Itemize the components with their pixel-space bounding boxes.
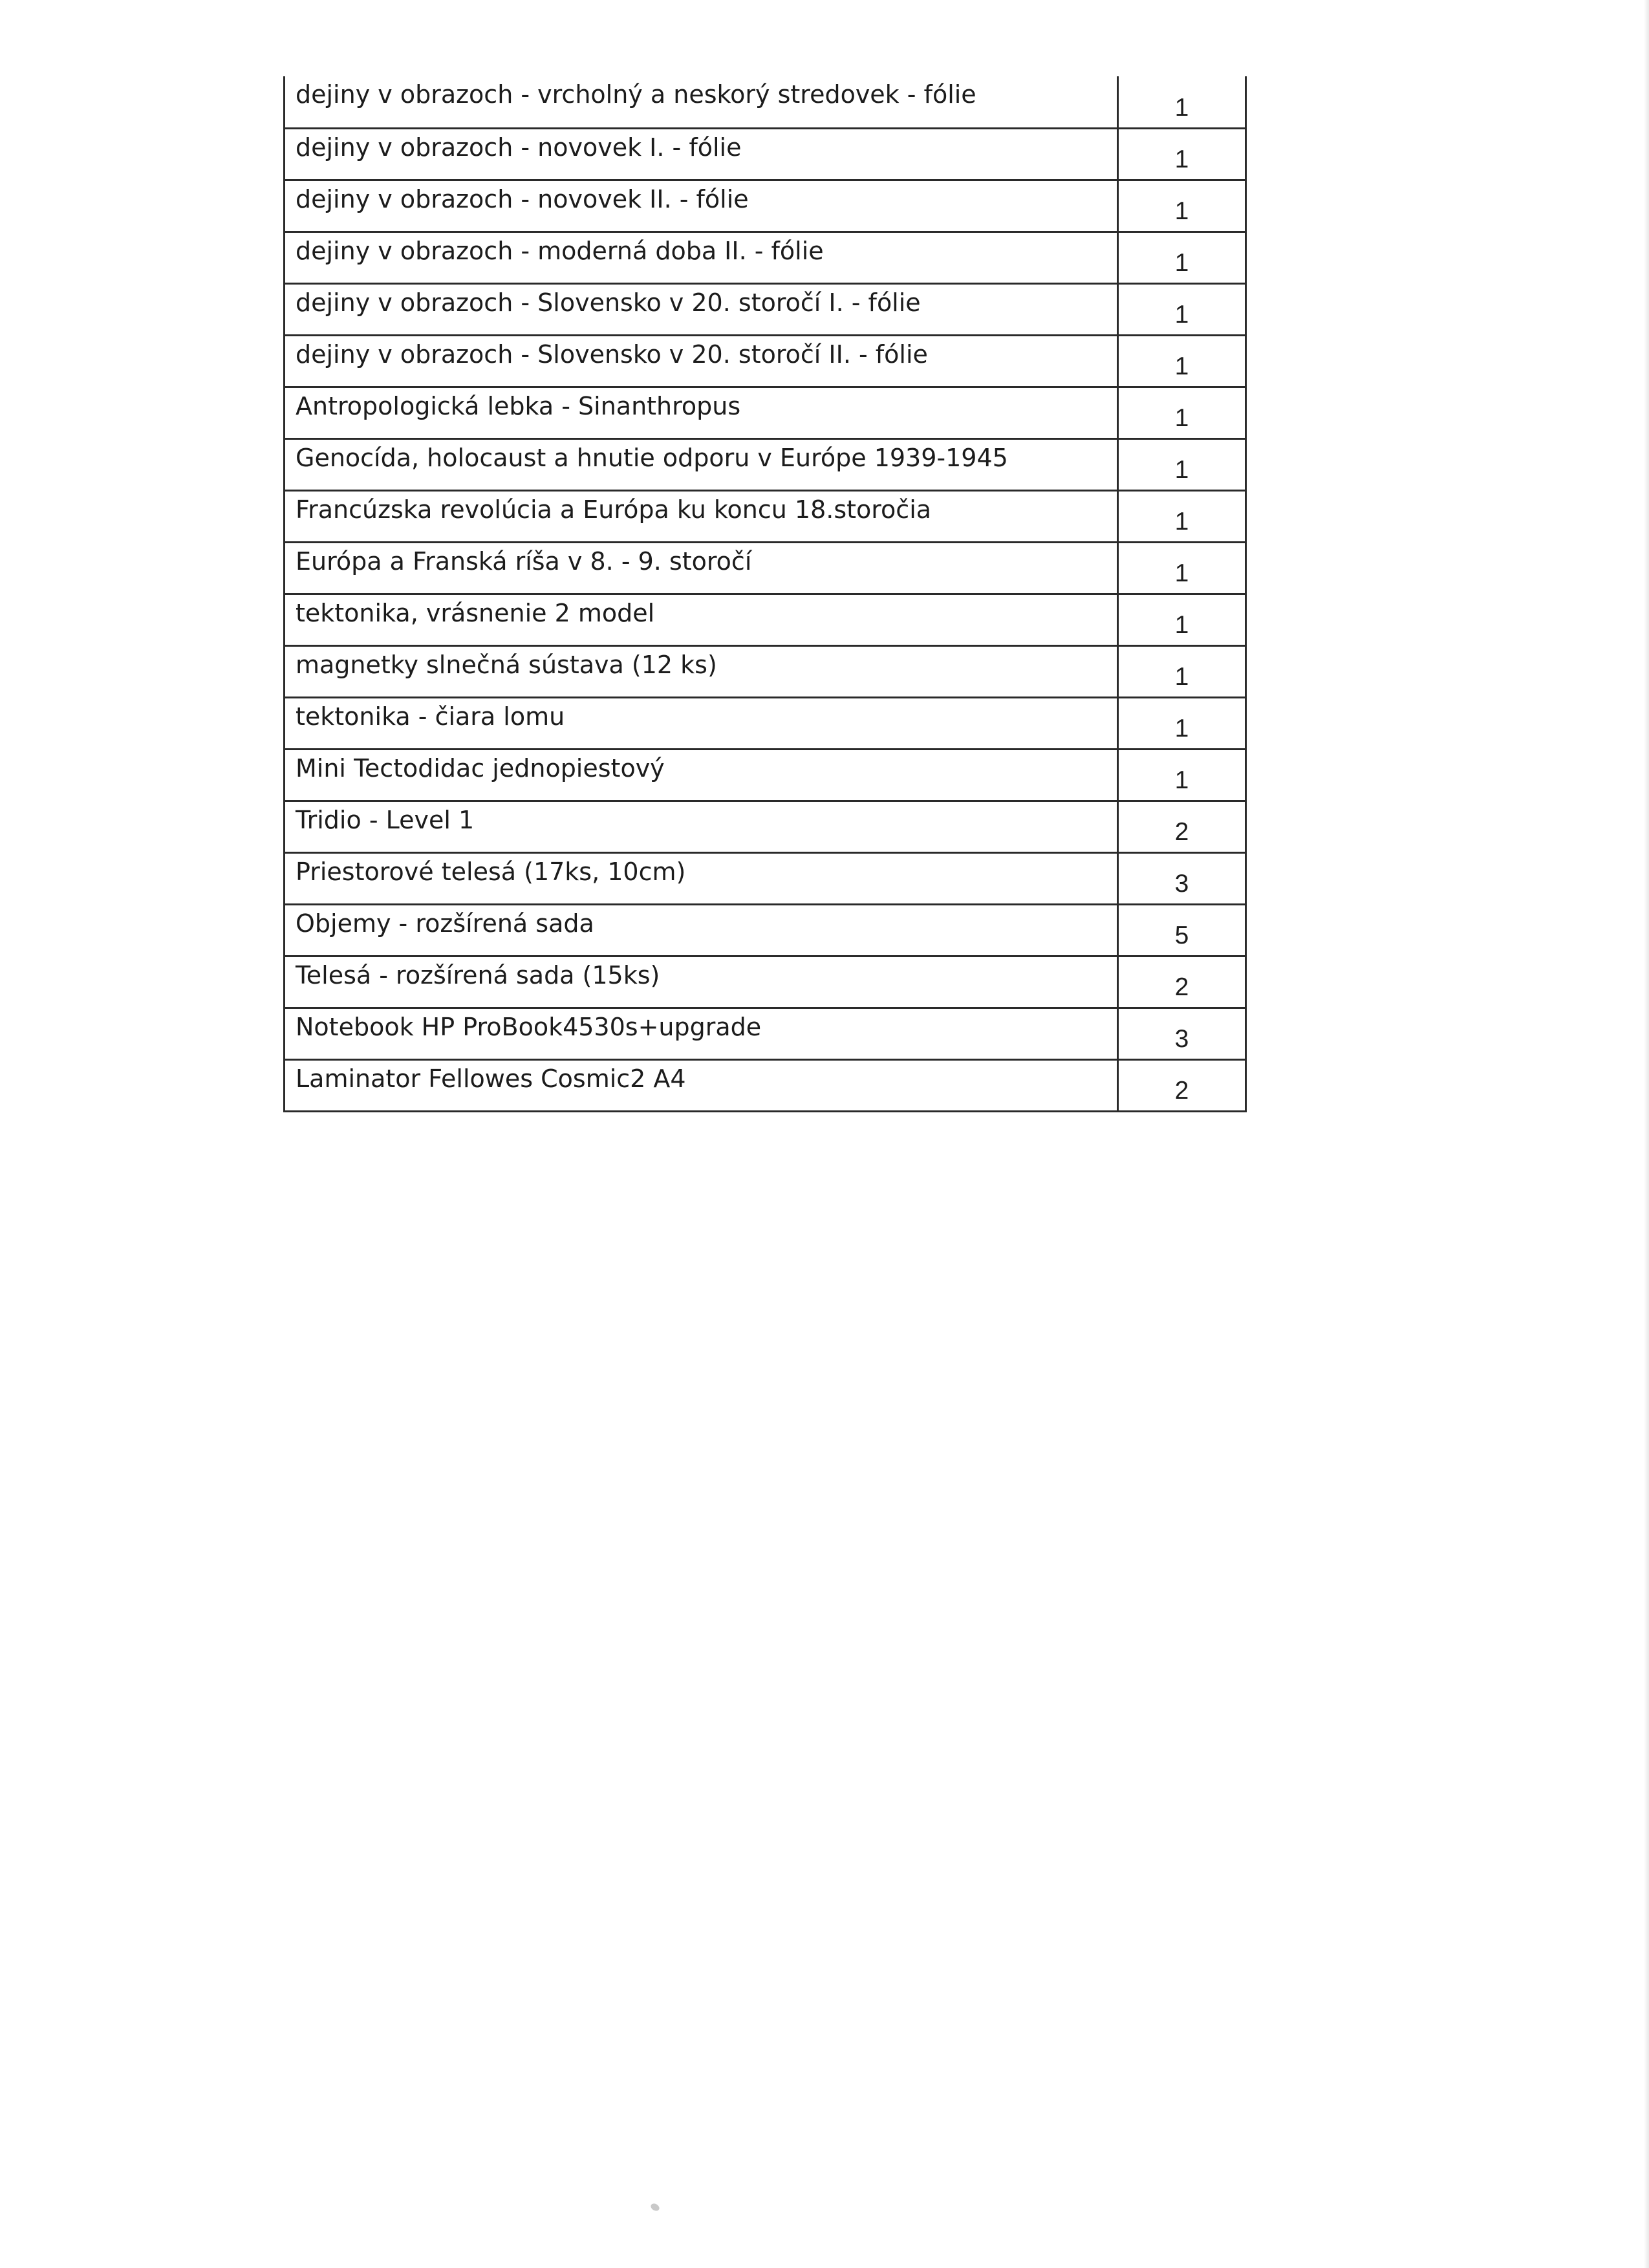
item-quantity: 3 [1118,1008,1246,1059]
table-row [285,1008,1246,1059]
table-row [285,283,1246,335]
table-row [285,438,1246,490]
item-name: tektonika - čiara lomu [285,697,1118,749]
table-row [285,801,1246,852]
item-name: Priestorové telesá (17ks, 10cm) [285,852,1118,904]
table-row [285,76,1246,128]
item-quantity: 1 [1118,128,1246,180]
item-quantity: 5 [1118,904,1246,956]
item-name: magnetky slnečná sústava (12 ks) [285,645,1118,697]
item-name: dejiny v obrazoch - moderná doba II. - fólie [285,232,1118,283]
item-name: Laminator Fellowes Cosmic2 A4 [285,1059,1118,1111]
table-row [285,852,1246,904]
items-table-body [285,76,1246,1111]
item-quantity: 1 [1118,594,1246,645]
table-row [285,749,1246,801]
item-quantity: 2 [1118,956,1246,1008]
item-quantity: 1 [1118,335,1246,387]
item-quantity: 1 [1118,749,1246,801]
item-quantity: 1 [1118,697,1246,749]
item-quantity: 1 [1118,542,1246,594]
item-name: Mini Tectodidac jednopiestový [285,749,1118,801]
table-row [285,542,1246,594]
table-row [285,645,1246,697]
item-quantity: 3 [1118,852,1246,904]
item-name: Tridio - Level 1 [285,801,1118,852]
item-name: Francúzska revolúcia a Európa ku koncu 18.storočia [285,490,1118,542]
item-name: dejiny v obrazoch - Slovensko v 20. storočí I. - fólie [285,283,1118,335]
item-name: Antropologická lebka - Sinanthropus [285,387,1118,438]
table-row [285,180,1246,232]
table-row [285,956,1246,1008]
item-quantity: 1 [1118,180,1246,232]
table-row [285,594,1246,645]
items-table [283,76,1247,1112]
table-row [285,335,1246,387]
item-quantity: 1 [1118,76,1246,128]
item-name: Európa a Franská ríša v 8. - 9. storočí [285,542,1118,594]
item-name: tektonika, vrásnenie 2 model [285,594,1118,645]
item-name: Notebook HP ProBook4530s+upgrade [285,1008,1118,1059]
item-quantity: 1 [1118,387,1246,438]
item-name: dejiny v obrazoch - vrcholný a neskorý stredovek - fólie [285,76,1118,128]
table-row [285,387,1246,438]
item-name: Objemy - rozšírená sada [285,904,1118,956]
table-row [285,128,1246,180]
item-quantity: 1 [1118,490,1246,542]
item-quantity: 1 [1118,283,1246,335]
table-row [285,490,1246,542]
item-quantity: 2 [1118,1059,1246,1111]
item-quantity: 2 [1118,801,1246,852]
table-row [285,697,1246,749]
item-quantity: 1 [1118,645,1246,697]
item-quantity: 1 [1118,232,1246,283]
scan-edge [1644,0,1649,2268]
item-quantity: 1 [1118,438,1246,490]
item-name: dejiny v obrazoch - novovek II. - fólie [285,180,1118,232]
item-name: dejiny v obrazoch - novovek I. - fólie [285,128,1118,180]
scan-speck [649,2202,660,2212]
table-row [285,232,1246,283]
item-name: Genocída, holocaust a hnutie odporu v Európe 1939-1945 [285,438,1118,490]
item-name: Telesá - rozšírená sada (15ks) [285,956,1118,1008]
item-name: dejiny v obrazoch - Slovensko v 20. storočí II. - fólie [285,335,1118,387]
table-row [285,904,1246,956]
table-row [285,1059,1246,1111]
